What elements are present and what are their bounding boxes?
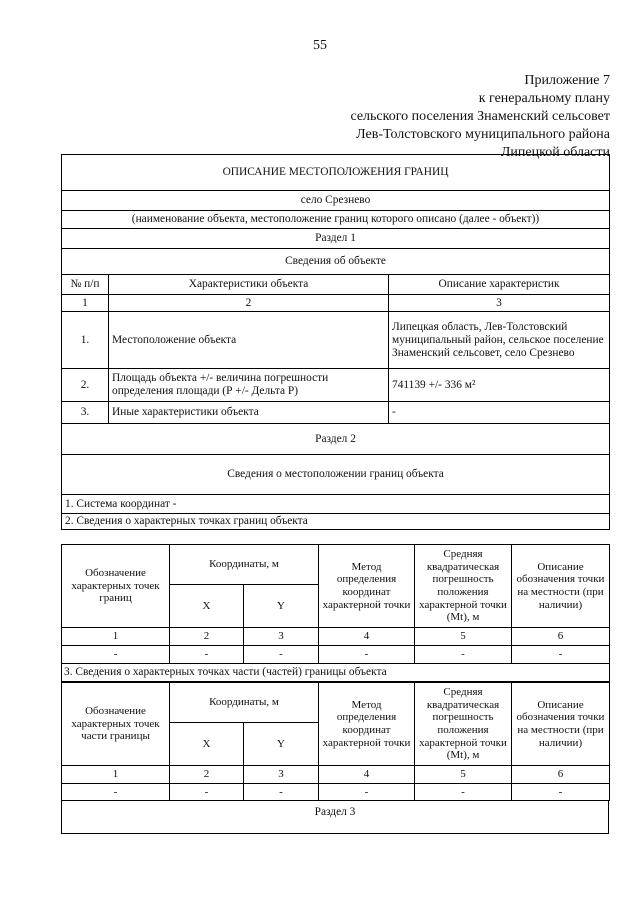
points-title: 2. Сведения о характерных точках границ объекта [62,514,610,530]
appendix-line: Приложение 7 [524,73,610,88]
cell-dash: - [244,784,319,801]
header-y: Y [244,585,319,628]
section-2-title: Сведения о местоположении границ объекта [62,455,610,495]
header-char: Характеристики объекта [109,275,389,295]
table-row [62,784,610,801]
header-x: X [170,723,244,766]
appendix-line: к генеральному плану [478,91,610,106]
table-row [62,402,610,424]
page-number: 55 [313,38,327,53]
row-description: 741139 +/- 336 м² [389,369,610,402]
cell-dash: - [244,646,319,664]
section-1-label: Раздел 1 [62,229,610,249]
header-point-desc: Описание обозначения точки на местности (при наличии) [512,683,610,766]
col-num: 6 [512,628,610,646]
header-method: Метод определения координат характерной точки [319,683,415,766]
row-number: 3. [62,402,109,424]
cell-dash: - [170,646,244,664]
row-characteristic: Местоположение объекта [109,312,389,369]
header-desc: Описание характеристик [389,275,610,295]
col-num: 1 [62,295,109,312]
header-designation: Обозначение характерных точек границ [62,545,170,628]
col-num: 3 [389,295,610,312]
col-num: 2 [109,295,389,312]
cell-dash: - [62,646,170,664]
header-coords: Координаты, м [170,545,319,585]
appendix-line: Лев-Толстовского муниципального района [356,127,610,142]
parts-title: 3. Сведения о характерных точках части (частей) границы объекта [62,664,610,682]
header-designation: Обозначение характерных точек части границы [62,683,170,766]
row-characteristic: Площадь объекта +/- величина погрешности определения площади (Р +/- Дельта Р) [109,369,389,402]
col-num: 4 [319,628,415,646]
table-row [62,312,610,369]
header-y: Y [244,723,319,766]
col-num: 3 [244,766,319,784]
appendix-line: Липецкой области [500,145,610,160]
col-num: 5 [415,766,512,784]
col-num: 2 [170,628,244,646]
cell-dash: - [512,784,610,801]
cell-dash: - [415,784,512,801]
cell-dash: - [512,646,610,664]
section-3-table [61,800,609,834]
cell-dash: - [415,646,512,664]
col-num: 2 [170,766,244,784]
header-rms: Средняя квадратическая погрешность положения характерной точки (Mt), м [415,545,512,628]
appendix-header [350,72,610,162]
row-description: - [389,402,610,424]
section-3-label: Раздел 3 [62,801,609,834]
row-number: 1. [62,312,109,369]
coord-system: 1. Система координат - [62,495,610,514]
row-characteristic: Иные характеристики объекта [109,402,389,424]
object-info-table [61,154,610,530]
cell-dash: - [62,784,170,801]
object-name: село Срезнево [62,191,610,211]
cell-dash: - [319,646,415,664]
header-point-desc: Описание обозначения точки на местности (при наличии) [512,545,610,628]
row-number: 2. [62,369,109,402]
col-num: 6 [512,766,610,784]
cell-dash: - [319,784,415,801]
col-num: 3 [244,628,319,646]
header-rms: Средняя квадратическая погрешность положения характерной точки (Mt), м [415,683,512,766]
table-row [62,369,610,402]
header-x: X [170,585,244,628]
header-num: № п/п [62,275,109,295]
object-note: (наименование объекта, местоположение границ которого описано (далее - объект)) [62,211,610,229]
table-row [62,646,610,664]
cell-dash: - [170,784,244,801]
appendix-line: сельского поселения Знаменский сельсовет [350,109,610,124]
col-num: 4 [319,766,415,784]
header-method: Метод определения координат характерной точки [319,545,415,628]
section-1-title: Сведения об объекте [62,249,610,275]
boundary-points-table [61,544,610,682]
col-num: 1 [62,628,170,646]
row-description: Липецкая область, Лев-Толстовский муниципальный район, сельское поселение Знаменский сельсовет, село Срезнево [389,312,610,369]
boundary-part-points-table [61,682,610,801]
section-2-label: Раздел 2 [62,424,610,455]
header-coords: Координаты, м [170,683,319,723]
document-title: ОПИСАНИЕ МЕСТОПОЛОЖЕНИЯ ГРАНИЦ [62,155,610,191]
col-num: 5 [415,628,512,646]
col-num: 1 [62,766,170,784]
